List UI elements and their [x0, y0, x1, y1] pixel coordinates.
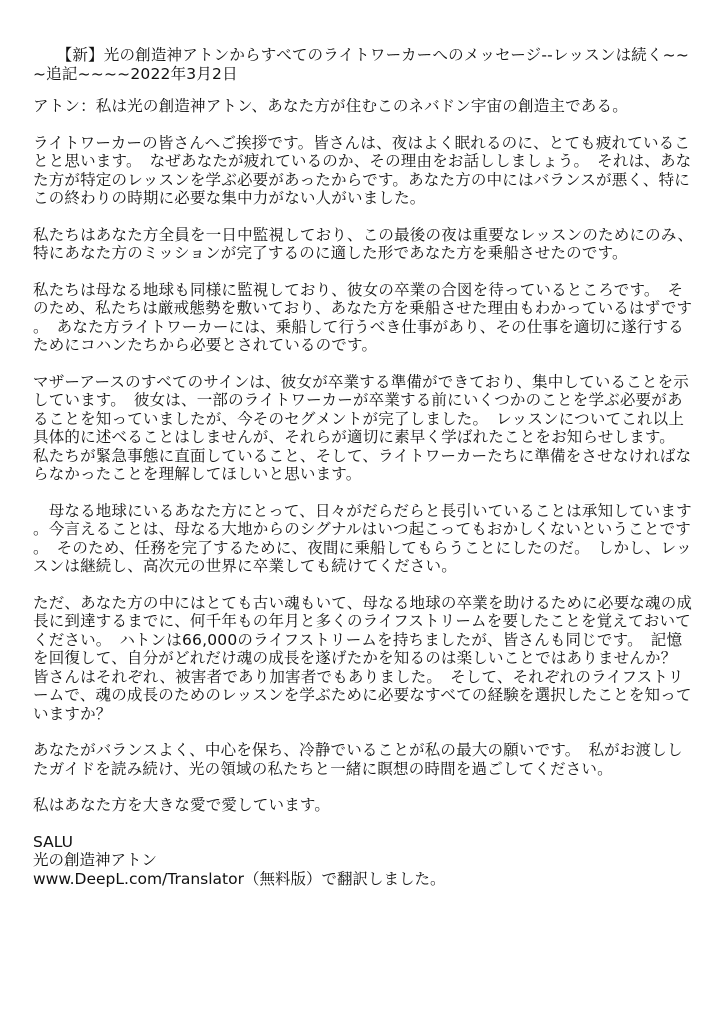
paragraph-wish: あなたがバランスよく、中心を保ち、冷静でいることが私の最大の願いです。 私がお渡ししたガイドを読み続け、光の領域の私たちと一緒に瞑想の時間を過ごしてください。	[33, 741, 683, 778]
signature-author: 光の創造神アトン	[33, 851, 158, 869]
paragraph-old-souls: ただ、あなた方の中にはとても古い魂もいて、母なる地球の卒業を助けるために必要な魂の成長に到達するまでに、何千年もの年月と多くのライフストリームを要したことを覚えておいてください。 ハトンは66,000のライフストリームを持ちましたが、皆さんも同じです。 記憶を回復して、自分がどれだけ魂の成長を遂げたかを知るのは楽しいことではありませんか？ 皆さんはそれぞれ、被害者であり加害者でもありました。 そして、それぞれのライフストリームで、魂の成長のためのレッスンを学ぶために必要なすべての経験を選択したことを知っていますか？	[33, 593, 693, 723]
signature-salu: SALU	[33, 832, 73, 851]
translation-credit: www.DeepL.com/Translator（無料版）で翻訳しました。	[33, 869, 446, 888]
document-title: 【新】光の創造神アトンからすべてのライトワーカーへのメッセージ--レッスンは続く~~~追記~~~~2022年3月2日	[33, 46, 690, 83]
paragraph-love: 私はあなた方を大きな愛で愛しています。	[33, 796, 331, 814]
paragraph-greeting: ライトワーカーの皆さんへご挨拶です。皆さんは、夜はよく眠れるのに、とても疲れていることと思います。 なぜあなたが疲れているのか、その理由をお話ししましょう。 それは、あなた方が特定のレッスンを学ぶ必要があったからです。あなた方の中にはバランスが悪く、特にこの終わりの時期に必要な集中力がない人がいました。	[33, 133, 692, 207]
paragraph-signs: マザーアースのすべてのサインは、彼女が卒業する準備ができており、集中していることを示しています。 彼女は、一部のライトワーカーが卒業する前にいくつかのことを学ぶ必要があることを知っていましたが、今そのセグメントが完了しました。 レッスンについてこれ以上具体的に述べることはしませんが、それらが適切に素早く学ばれたことをお知らせします。 私たちが緊急事態に直面していること、そして、ライトワーカーたちに準備をさせなければならなかったことを理解してほしいと思います。	[33, 372, 692, 483]
document-page	[33, 46, 695, 888]
paragraph-mother-earth: 私たちは母なる地球も同様に監視しており、彼女の卒業の合図を待っているところです。 そのため、私たちは厳戒態勢を敷いており、あなた方を乗船させた理由もわかっているはずです。 あなた方ライトワーカーには、乗船して行うべき仕事があり、その仕事を適切に遂行するためにコハンたちから必要とされているのです。	[33, 280, 693, 354]
paragraph-days: 母なる地球にいるあなた方にとって、日々がだらだらと長引いていることは承知しています。今言えることは、母なる大地からのシグナルはいつ起こってもおかしくないということです。 そのため、任務を完了するために、夜間に乗船してもらうことにしたのだ。 しかし、レッスンは継続し、高次元の世界に卒業しても続けてください。	[33, 501, 692, 575]
paragraph-intro: アトン：私は光の創造神アトン、あなた方が住むこのネバドン宇宙の創造主である。	[33, 97, 628, 115]
paragraph-monitoring: 私たちはあなた方全員を一日中監視しており、この最後の夜は重要なレッスンのためにのみ、特にあなた方のミッションが完了するのに適した形であなた方を乗船させたのです。	[33, 225, 694, 262]
signature-block	[33, 833, 695, 889]
